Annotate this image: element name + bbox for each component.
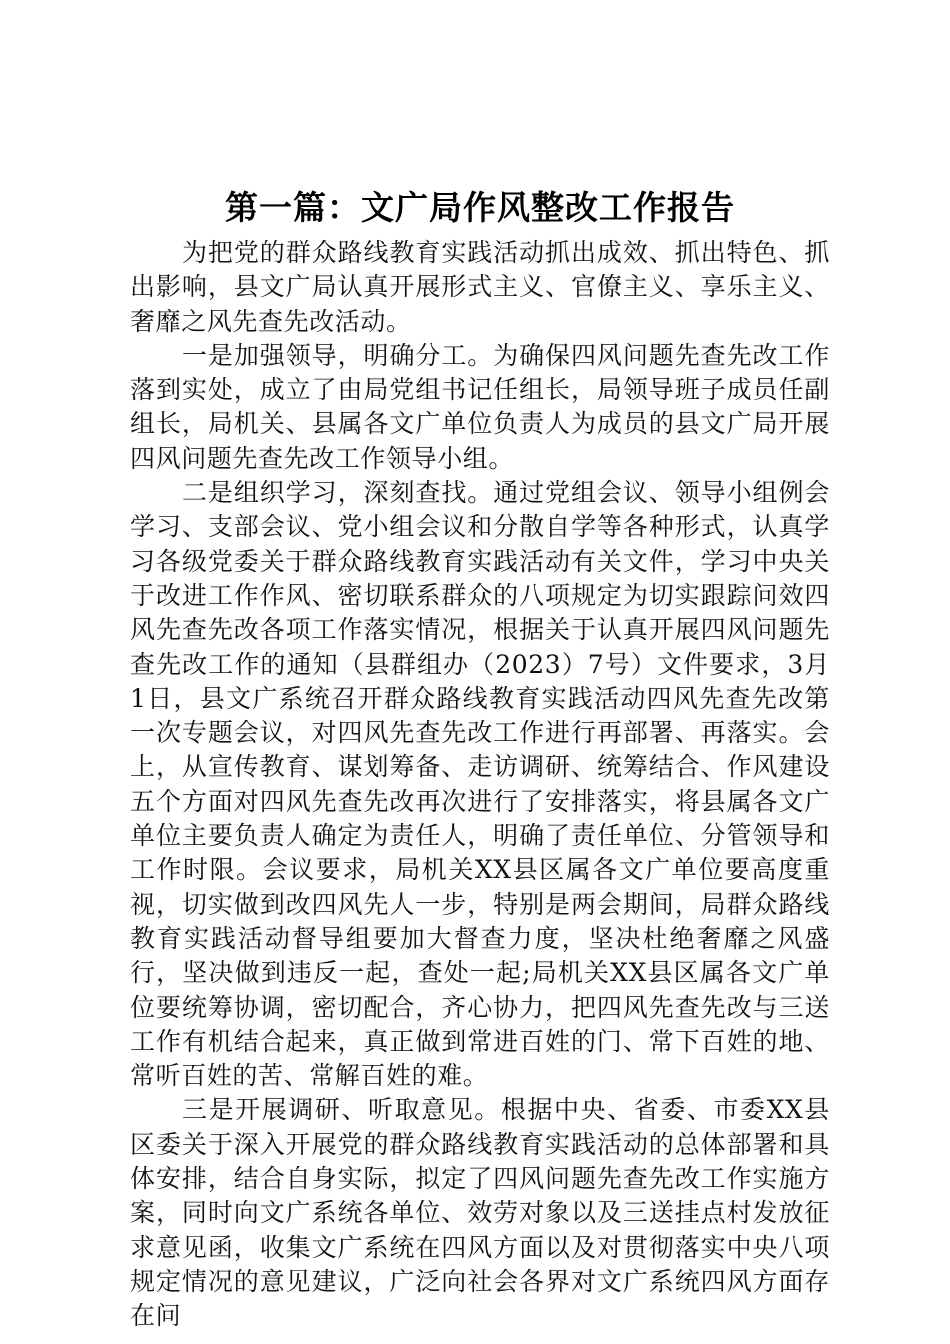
- paragraph-research: 三是开展调研、听取意见。根据中央、省委、市委XX县区委关于深入开展党的群众路线教育实践活动的总体部署和具体安排，结合自身实际，拟定了四风问题先查先改工作实施方案，同时向文广系统各单位、效劳对象以及三送挂点村发放征求意见函，收集文广系统在四风方面以及对贯彻落实中央八项规定情况的意见建议，广泛向社会各界对文广系统四风方面存在问: [130, 1095, 830, 1331]
- paragraph-intro: 为把党的群众路线教育实践活动抓出成效、抓出特色、抓出影响，县文广局认真开展形式主义、官僚主义、享乐主义、奢靡之风先查先改活动。: [130, 238, 830, 336]
- document-body: [130, 182, 830, 1334]
- paragraph-study: 二是组织学习，深刻查找。通过党组会议、领导小组例会学习、支部会议、党小组会议和分散自学等各种形式，认真学习各级党委关于群众路线教育实践活动有关文件，学习中央关于改进工作作风、密切联系群众的八项规定为切实跟踪问效四风先查先改各项工作落实情况，根据关于认真开展四风问题先查先改工作的通知（县群组办（2023）7号）文件要求，3月1日，县文广系统召开群众路线教育实践活动四风先查先改第一次专题会议，对四风先查先改工作进行再部署、再落实。会上，从宣传教育、谋划筹备、走访调研、统筹结合、作风建设五个方面对四风先查先改再次进行了安排落实，将县属各文广单位主要负责人确定为责任人，明确了责任单位、分管领导和工作时限。会议要求，局机关XX县区属各文广单位要高度重视，切实做到改四风先人一步，特别是两会期间，局群众路线教育实践活动督导组要加大督查力度，坚决杜绝奢靡之风盛行，坚决做到违反一起，查处一起;局机关XX县区属各文广单位要统筹协调，密切配合，齐心协力，把四风先查先改与三送工作有机结合起来，真正做到常进百姓的门、常下百姓的地、常听百姓的苦、常解百姓的难。: [130, 478, 830, 1091]
- paragraph-leadership: 一是加强领导，明确分工。为确保四风问题先查先改工作落到实处，成立了由局党组书记任组长，局领导班子成员任副组长，局机关、县属各文广单位负责人为成员的县文广局开展四风问题先查先改工作领导小组。: [130, 340, 830, 473]
- document-title: 第一篇：文广局作风整改工作报告: [225, 188, 735, 227]
